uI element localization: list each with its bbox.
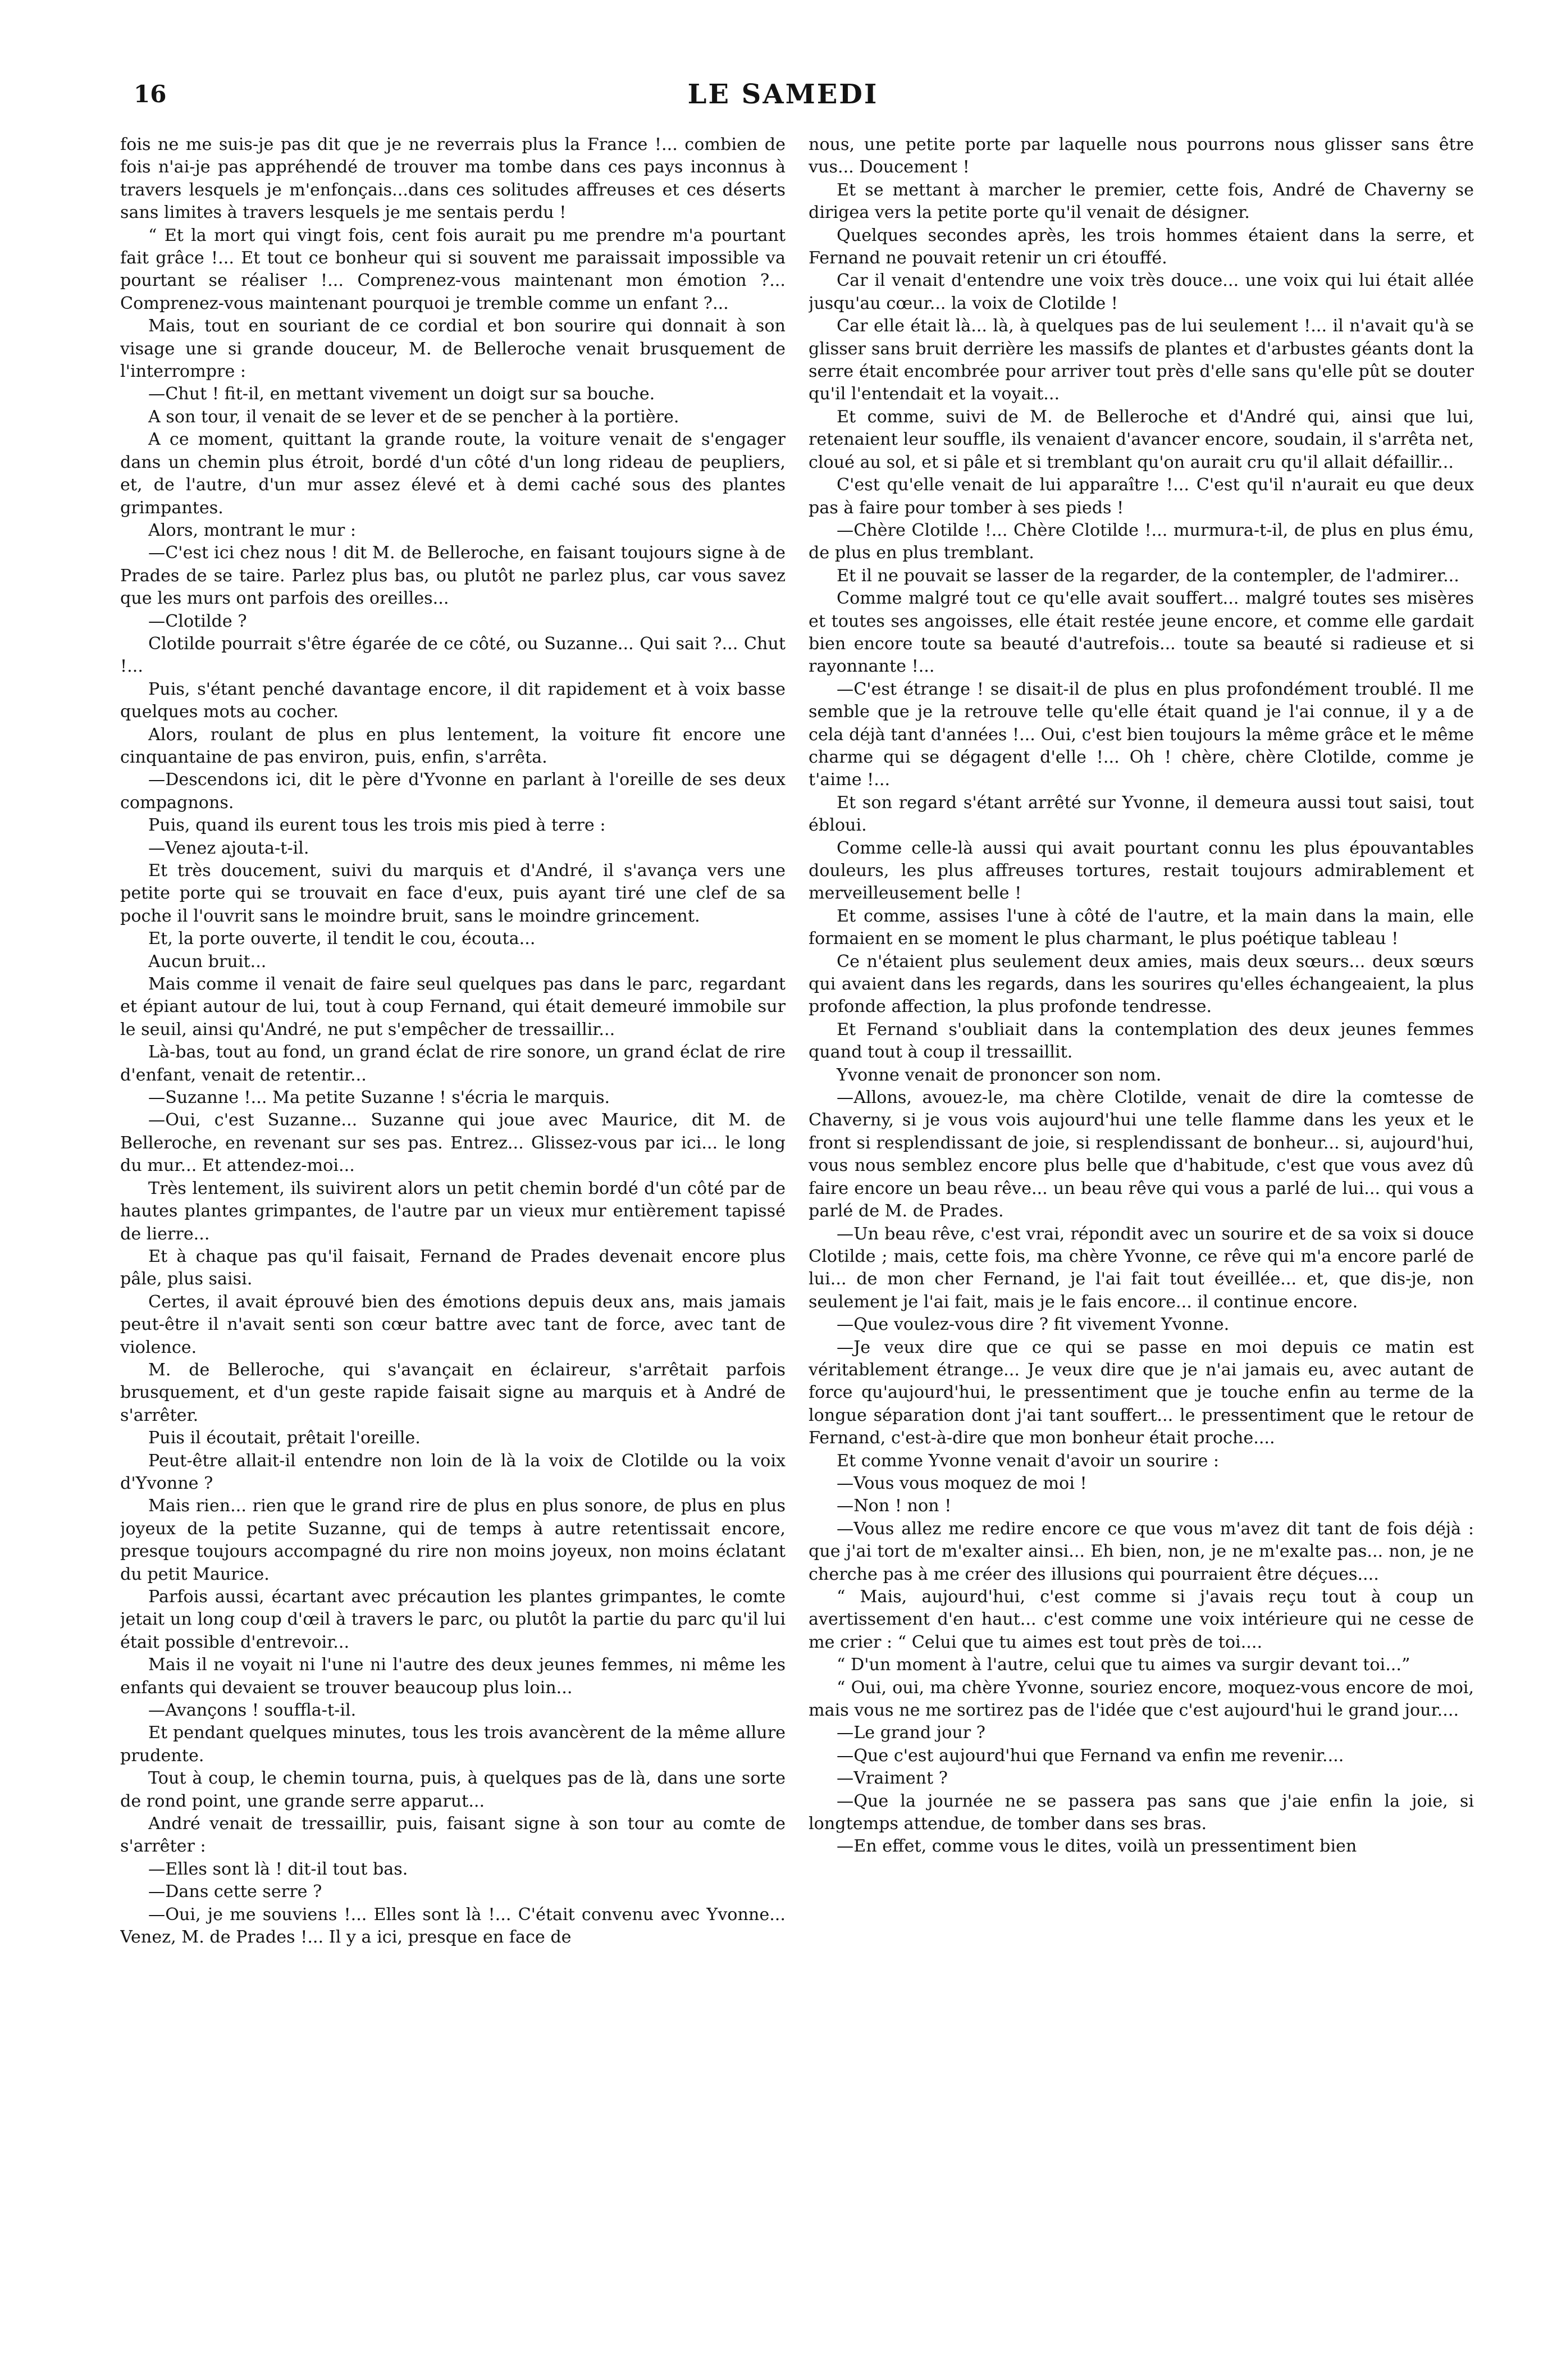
paragraph: Mais il ne voyait ni l'une ni l'autre des deux jeunes femmes, ni même les enfants qui devaient se trouver beaucoup plus loin... bbox=[120, 1655, 786, 1698]
paragraph: “ Oui, oui, ma chère Yvonne, souriez encore, moquez-vous encore de moi, mais vous ne me sortirez pas de l'idée que c'est aujourd'hui le grand jour.... bbox=[809, 1677, 1474, 1721]
paragraph: Et pendant quelques minutes, tous les trois avancèrent de la même allure prudente. bbox=[120, 1723, 786, 1766]
page-number: 16 bbox=[134, 80, 167, 108]
paragraph: —Chère Clotilde !... Chère Clotilde !... murmura-t-il, de plus en plus ému, de plus en plus tremblant. bbox=[809, 520, 1474, 563]
paragraph: —Oui, c'est Suzanne... Suzanne qui joue avec Maurice, dit M. de Belleroche, en revenant sur ses pas. Entrez... Glissez-vous par ici... le long du mur... Et attendez-moi... bbox=[120, 1110, 786, 1176]
paragraph: —Vraiment ? bbox=[837, 1768, 948, 1789]
paragraph: A ce moment, quittant la grande route, la voiture venait de s'engager dans un chemin plus étroit, bordé d'un côté d'un long rideau de peupliers, et, de l'autre, d'un mur assez élevé et à demi caché sous des plantes grimpantes. bbox=[120, 430, 786, 518]
right-column bbox=[809, 134, 1474, 2335]
paragraph: —Elles sont là ! dit-il tout bas. bbox=[148, 1859, 408, 1879]
paragraph: —Je veux dire que ce qui se passe en moi depuis ce matin est véritablement étrange... Je veux dire que je n'ai jamais eu, avec autant de force qu'aujourd'hui, le pressentiment que je touche enfin au terme de la longue séparation dont j'ai tant souffert... le pressentiment que le retour de Fernand, c'est-à-dire que mon bonheur était proche.... bbox=[809, 1337, 1474, 1448]
paragraph: —Le grand jour ? bbox=[837, 1723, 985, 1743]
paragraph: —Venez ajouta-t-il. bbox=[148, 838, 309, 858]
paragraph: —Avançons ! souffla-t-il. bbox=[148, 1700, 357, 1721]
paragraph: —Oui, je me souviens !... Elles sont là !... C'était convenu avec Yvonne... Venez, M. de Prades !... Il y a ici, presque en face de bbox=[120, 1904, 786, 1948]
paragraph: Yvonne venait de prononcer son nom. bbox=[837, 1065, 1162, 1085]
paragraph: —Que la journée ne se passera pas sans que j'aie enfin la joie, si longtemps attendue, de tomber dans ses bras. bbox=[809, 1791, 1474, 1834]
paragraph: Comme malgré tout ce qu'elle avait souffert... malgré toutes ses misères et toutes ses angoisses, elle était restée jeune encore, et comme elle gardait bien encore toute sa beauté d'autrefois... toute sa beauté si radieuse et si rayonnante !... bbox=[809, 589, 1474, 677]
paragraph: Quelques secondes après, les trois hommes étaient dans la serre, et Fernand ne pouvait retenir un cri étouffé. bbox=[809, 225, 1474, 268]
paragraph: André venait de tressaillir, puis, faisant signe à son tour au comte de s'arrêter : bbox=[120, 1814, 786, 1857]
paragraph: Puis, quand ils eurent tous les trois mis pied à terre : bbox=[148, 815, 606, 836]
paragraph: Comme celle-là aussi qui avait pourtant connu les plus épouvantables douleurs, les plus affreuses tortures, restait toujours admirablement et merveilleusement belle ! bbox=[809, 838, 1474, 904]
paragraph: Peut-être allait-il entendre non loin de là la voix de Clotilde ou la voix d'Yvonne ? bbox=[120, 1451, 786, 1493]
paragraph: Très lentement, ils suivirent alors un petit chemin bordé d'un côté par de hautes plantes grimpantes, de l'autre par un vieux mur entièrement tapissé de lierre... bbox=[120, 1178, 786, 1244]
paragraph: Et son regard s'étant arrêté sur Yvonne, il demeura aussi tout saisi, tout ébloui. bbox=[809, 792, 1474, 836]
paragraph: —Vous vous moquez de moi ! bbox=[837, 1473, 1087, 1493]
paragraph: Puis il écoutait, prêtait l'oreille. bbox=[148, 1428, 421, 1448]
paragraph: Tout à coup, le chemin tourna, puis, à quelques pas de là, dans une sorte de rond point, une grande serre apparut... bbox=[120, 1768, 786, 1811]
paragraph: fois ne me suis-je pas dit que je ne reverrais plus la France !... combien de fois n'ai-je pas appréhendé de trouver ma tombe dans ces pays inconnus à travers lesquels je m'enfonçais...dans ces solitudes affreuses et ces déserts sans limites à travers lesquels je me sentais perdu ! bbox=[120, 135, 786, 223]
paragraph: —Chut ! fit-il, en mettant vivement un doigt sur sa bouche. bbox=[148, 384, 655, 404]
left-column bbox=[120, 134, 786, 2335]
paragraph: —Descendons ici, dit le père d'Yvonne en parlant à l'oreille de ses deux compagnons. bbox=[120, 770, 786, 813]
paragraph: —C'est étrange ! se disait-il de plus en plus profondément troublé. Il me semble que je la retrouve telle qu'elle était quand je l'ai connue, il y a de cela déjà tant d'années !... Oui, c'est bien toujours la même grâce et le même charme qui se dégagent d'elle !... Oh ! chère, chère Clotilde, comme je t'aime !... bbox=[809, 679, 1474, 790]
paragraph: Et se mettant à marcher le premier, cette fois, André de Chaverny se dirigea vers la petite porte qu'il venait de désigner. bbox=[809, 180, 1474, 223]
paragraph: Et comme, suivi de M. de Belleroche et d'André qui, ainsi que lui, retenaient leur souffle, ils venaient d'avancer encore, soudain, il s'arrêta net, cloué au sol, et si pâle et si tremblant qu'on aurait cru qu'il allait défaillir... bbox=[809, 407, 1474, 472]
paragraph: —Dans cette serre ? bbox=[148, 1882, 322, 1902]
paragraph: Et, la porte ouverte, il tendit le cou, écouta... bbox=[148, 929, 536, 949]
paragraph: Ce n'étaient plus seulement deux amies, mais deux sœurs... deux sœurs qui avaient dans les regards, dans les sourires qu'elles échangeaient, la plus profonde affection, la plus profonde tendresse. bbox=[809, 951, 1474, 1017]
paragraph: “ Mais, aujourd'hui, c'est comme si j'avais reçu tout à coup un avertissement d'en haut... c'est comme une voix intérieure qui ne cesse de me crier : “ Celui que tu aimes est tout près de toi.... bbox=[809, 1587, 1474, 1652]
paragraph: —En effet, comme vous le dites, voilà un pressentiment bien bbox=[837, 1836, 1357, 1857]
paragraph: Là-bas, tout au fond, un grand éclat de rire sonore, un grand éclat de rire d'enfant, venait de retentir... bbox=[120, 1042, 786, 1085]
paragraph: Parfois aussi, écartant avec précaution les plantes grimpantes, le comte jetait un long coup d'œil à travers le parc, ou plutôt la partie du parc qu'il lui était possible d'entrevoir... bbox=[120, 1587, 786, 1652]
paragraph: Et comme, assises l'une à côté de l'autre, et la main dans la main, elle formaient en se moment le plus charmant, le plus poétique tableau ! bbox=[809, 906, 1474, 949]
paragraph: —Non ! non ! bbox=[837, 1496, 952, 1516]
paragraph: Et Fernand s'oubliait dans la contemplation des deux jeunes femmes quand tout à coup il tressaillit. bbox=[809, 1019, 1474, 1063]
paragraph: Et à chaque pas qu'il faisait, Fernand de Prades devenait encore plus pâle, plus saisi. bbox=[120, 1246, 786, 1289]
paragraph: —Suzanne !... Ma petite Suzanne ! s'écria le marquis. bbox=[148, 1088, 610, 1108]
paragraph: —Un beau rêve, c'est vrai, répondit avec un sourire et de sa voix si douce Clotilde ; mais, cette fois, ma chère Yvonne, ce rêve qui m'a encore parlé de lui... de mon cher Fernand, je l'ai fait tout éveillée... et, que dis-je, non seulement je l'ai fait, mais je le fais encore... il continue encore. bbox=[809, 1224, 1474, 1312]
paragraph: Alors, roulant de plus en plus lentement, la voiture fit encore une cinquantaine de pas environ, puis, enfin, s'arrêta. bbox=[120, 724, 786, 767]
paragraph: Et il ne pouvait se lasser de la regarder, de la contempler, de l'admirer... bbox=[837, 566, 1459, 586]
paragraph: —Allons, avouez-le, ma chère Clotilde, venait de dire la comtesse de Chaverny, si je vous vois aujourd'hui une telle flamme dans les yeux et le front si resplendissant de joie, si resplendissant de bonheur... si, aujourd'hui, vous nous semblez encore plus belle que d'habitude, c'est que vous avez dû faire encore un beau rêve... un beau rêve qui vous a parlé de lui... qui vous a parlé de M. de Prades. bbox=[809, 1088, 1474, 1221]
paragraph: Mais, tout en souriant de ce cordial et bon sourire qui donnait à son visage une si grande douceur, M. de Belleroche venait brusquement de l'interrompre : bbox=[120, 316, 786, 382]
paragraph: Clotilde pourrait s'être égarée de ce côté, ou Suzanne... Qui sait ?... Chut !... bbox=[120, 633, 786, 677]
paragraph: Puis, s'étant penché davantage encore, il dit rapidement et à voix basse quelques mots au cocher. bbox=[120, 679, 786, 722]
paragraph: “ D'un moment à l'autre, celui que tu aimes va surgir devant toi...” bbox=[837, 1655, 1410, 1675]
paragraph: —Que voulez-vous dire ? fit vivement Yvonne. bbox=[837, 1315, 1230, 1335]
paragraph: Certes, il avait éprouvé bien des émotions depuis deux ans, mais jamais peut-être il n'avait senti son cœur battre avec tant de force, avec tant de violence. bbox=[120, 1292, 786, 1357]
paragraph: nous, une petite porte par laquelle nous pourrons nous glisser sans être vus... Doucement ! bbox=[809, 135, 1474, 177]
paragraph: “ Et la mort qui vingt fois, cent fois aurait pu me prendre m'a pourtant fait grâce !... Et tout ce bonheur qui si souvent me paraissait impossible va pourtant se réaliser !... Comprenez-vous maintenant mon émotion ?... Comprenez-vous maintenant pourquoi je tremble comme un enfant ?... bbox=[120, 225, 786, 313]
paragraph: —Clotilde ? bbox=[148, 611, 247, 631]
paragraph: Mais rien... rien que le grand rire de plus en plus sonore, de plus en plus joyeux de la petite Suzanne, qui de temps à autre retentissait encore, presque toujours accompagné du rire non moins joyeux, non moins éclatant du petit Maurice. bbox=[120, 1496, 786, 1584]
paragraph: Alors, montrant le mur : bbox=[148, 520, 357, 540]
running-title: LE SAMEDI bbox=[687, 79, 879, 110]
paragraph: Et comme Yvonne venait d'avoir un sourire : bbox=[837, 1451, 1220, 1471]
paragraph: Et très doucement, suivi du marquis et d'André, il s'avança vers une petite porte qui se trouvait en face d'eux, puis ayant tiré une clef de sa poche il l'ouvrit sans le moindre bruit, sans le moindre grincement. bbox=[120, 861, 786, 926]
paragraph: Aucun bruit... bbox=[148, 951, 267, 972]
paragraph: A son tour, il venait de se lever et de se pencher à la portière. bbox=[148, 407, 679, 427]
paragraph: C'est qu'elle venait de lui apparaître !... C'est qu'il n'aurait eu que deux pas à faire pour tomber à ses pieds ! bbox=[809, 475, 1474, 518]
paragraph: —C'est ici chez nous ! dit M. de Belleroche, en faisant toujours signe à de Prades de se taire. Parlez plus bas, ou plutôt ne parlez plus, car vous savez que les murs ont parfois des oreilles... bbox=[120, 543, 786, 609]
paragraph: Car elle était là... là, à quelques pas de lui seulement !... il n'avait qu'à se glisser sans bruit derrière les massifs de plantes et d'arbustes géants dont la serre était encombrée pour arriver tout près d'elle sans qu'elle pût se douter qu'il l'entendait et la voyait... bbox=[809, 316, 1474, 404]
paragraph: —Vous allez me redire encore ce que vous m'avez dit tant de fois déjà : que j'ai tort de m'exalter ainsi... Eh bien, non, je ne m'exalte pas... non, je ne cherche pas à me créer des illusions qui pourraient être déçues.... bbox=[809, 1519, 1474, 1584]
paragraph: —Que c'est aujourd'hui que Fernand va enfin me revenir.... bbox=[837, 1745, 1344, 1766]
paragraph: Mais comme il venait de faire seul quelques pas dans le parc, regardant et épiant autour de lui, tout à coup Fernand, qui était demeuré immobile sur le seuil, ainsi qu'André, ne put s'empêcher de tressaillir... bbox=[120, 974, 786, 1039]
paragraph: M. de Belleroche, qui s'avançait en éclaireur, s'arrêtait parfois brusquement, et d'un geste rapide faisait signe au marquis et à André de s'arrêter. bbox=[120, 1360, 786, 1425]
paragraph: Car il venait d'entendre une voix très douce... une voix qui lui était allée jusqu'au cœur... la voix de Clotilde ! bbox=[809, 271, 1474, 313]
